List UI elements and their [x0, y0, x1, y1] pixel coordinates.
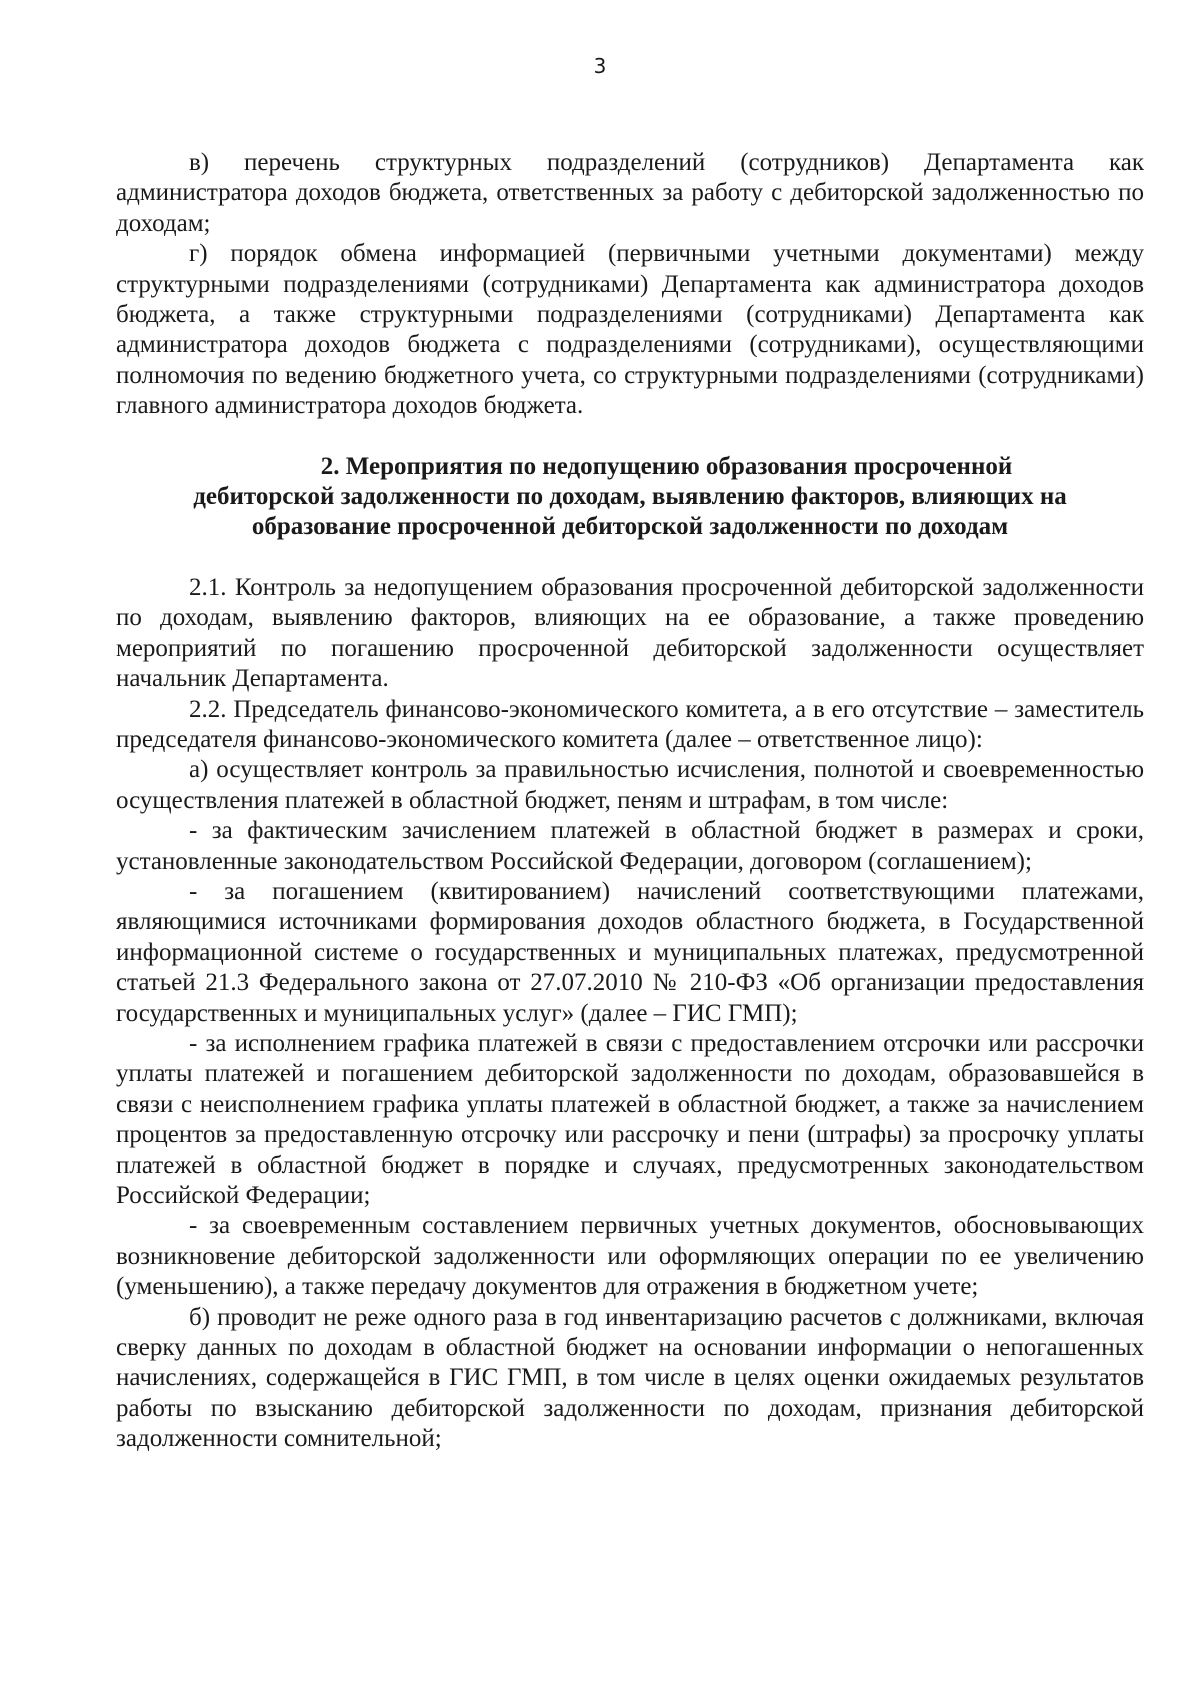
paragraph-v: в) перечень структурных подразделений (сотрудников) Департамента как администратора доходов бюджета, ответственных за работу с дебиторской задолженностью по доходам;	[116, 149, 1144, 237]
section-heading: 2. Мероприятия по недопущению образования просроченной дебиторской задолженности по доходам, выявлению факторов, влияющих на образование просроченной дебиторской задолженности по доходам	[193, 452, 1067, 541]
paragraph-a: а) осуществляет контроль за правильностью исчисления, полнотой и своевременностью осуществления платежей в областной бюджет, пеням и штрафам, в том числе:	[116, 756, 1144, 814]
list-item-primary-documents: - за своевременным составлением первичных учетных документов, обосновывающих возникновение дебиторской задолженности или оформляющих операции по ее увеличению (уменьшению), а также передачу документов для отражения в бюджетном учете;	[116, 1212, 1144, 1301]
paragraph-b: б) проводит не реже одного раза в год инвентаризацию расчетов с должниками, включая сверку данных по доходам в областной бюджет на основании информации о непогашенных начислениях, содержащейся в ГИС ГМП, в том числе в целях оценки ожидаемых результатов работы по взысканию дебиторской задолженности по доходам, признания дебиторской задолженности сомнительной;	[116, 1303, 1144, 1453]
list-item-repayment-gis-gmp: - за погашением (квитированием) начислений соответствующими платежами, являющимися источниками формирования доходов областного бюджета, в Государственной информационной системе о государственных и муниципальных платежах, предусмотренной статьей 21.3 Федерального закона от 27.07.2010 № 210-ФЗ «Об организации предоставления государственных и муниципальных услуг» (далее – ГИС ГМП);	[116, 877, 1144, 1027]
list-item-payment-schedule: - за исполнением графика платежей в связи с предоставлением отсрочки или рассрочки уплаты платежей и погашением дебиторской задолженности по доходам, образовавшейся в связи с неисполнением графика уплаты платежей в областной бюджет, а также за начислением процентов за предоставленную отсрочку или рассрочку и пени (штрафы) за просрочку уплаты платежей в областной бюджет в порядке и случаях, предусмотренных законодательством Российской Федерации;	[116, 1029, 1144, 1209]
paragraph-g: г) порядок обмена информацией (первичными учетными документами) между структурными подразделениями (сотрудниками) Департамента как администратора доходов бюджета, а также структурными подразделениями (сотрудниками) Департамента как администратора доходов бюджета с подразделениями (сотрудниками), осуществляющими полномочия по ведению бюджетного учета, со структурными подразделениями (сотрудниками) главного администратора доходов бюджета.	[116, 240, 1144, 420]
spacer	[116, 422, 1144, 452]
paragraph-2-2: 2.2. Председатель финансово-экономического комитета, а в его отсутствие – заместитель председателя финансово-экономического комитета (далее – ответственное лицо):	[116, 695, 1144, 753]
spacer	[116, 543, 1144, 573]
list-item-actual-crediting: - за фактическим зачислением платежей в областной бюджет в размерах и сроки, установленные законодательством Российской Федерации, договором (соглашением);	[116, 817, 1144, 875]
paragraph-2-1: 2.1. Контроль за недопущением образования просроченной дебиторской задолженности по доходам, выявлению факторов, влияющих на ее образование, а также проведению мероприятий по погашению просроченной дебиторской задолженности осуществляет начальник Департамента.	[116, 573, 1144, 693]
page-number: 3	[593, 54, 607, 78]
document-body	[116, 148, 1144, 1455]
